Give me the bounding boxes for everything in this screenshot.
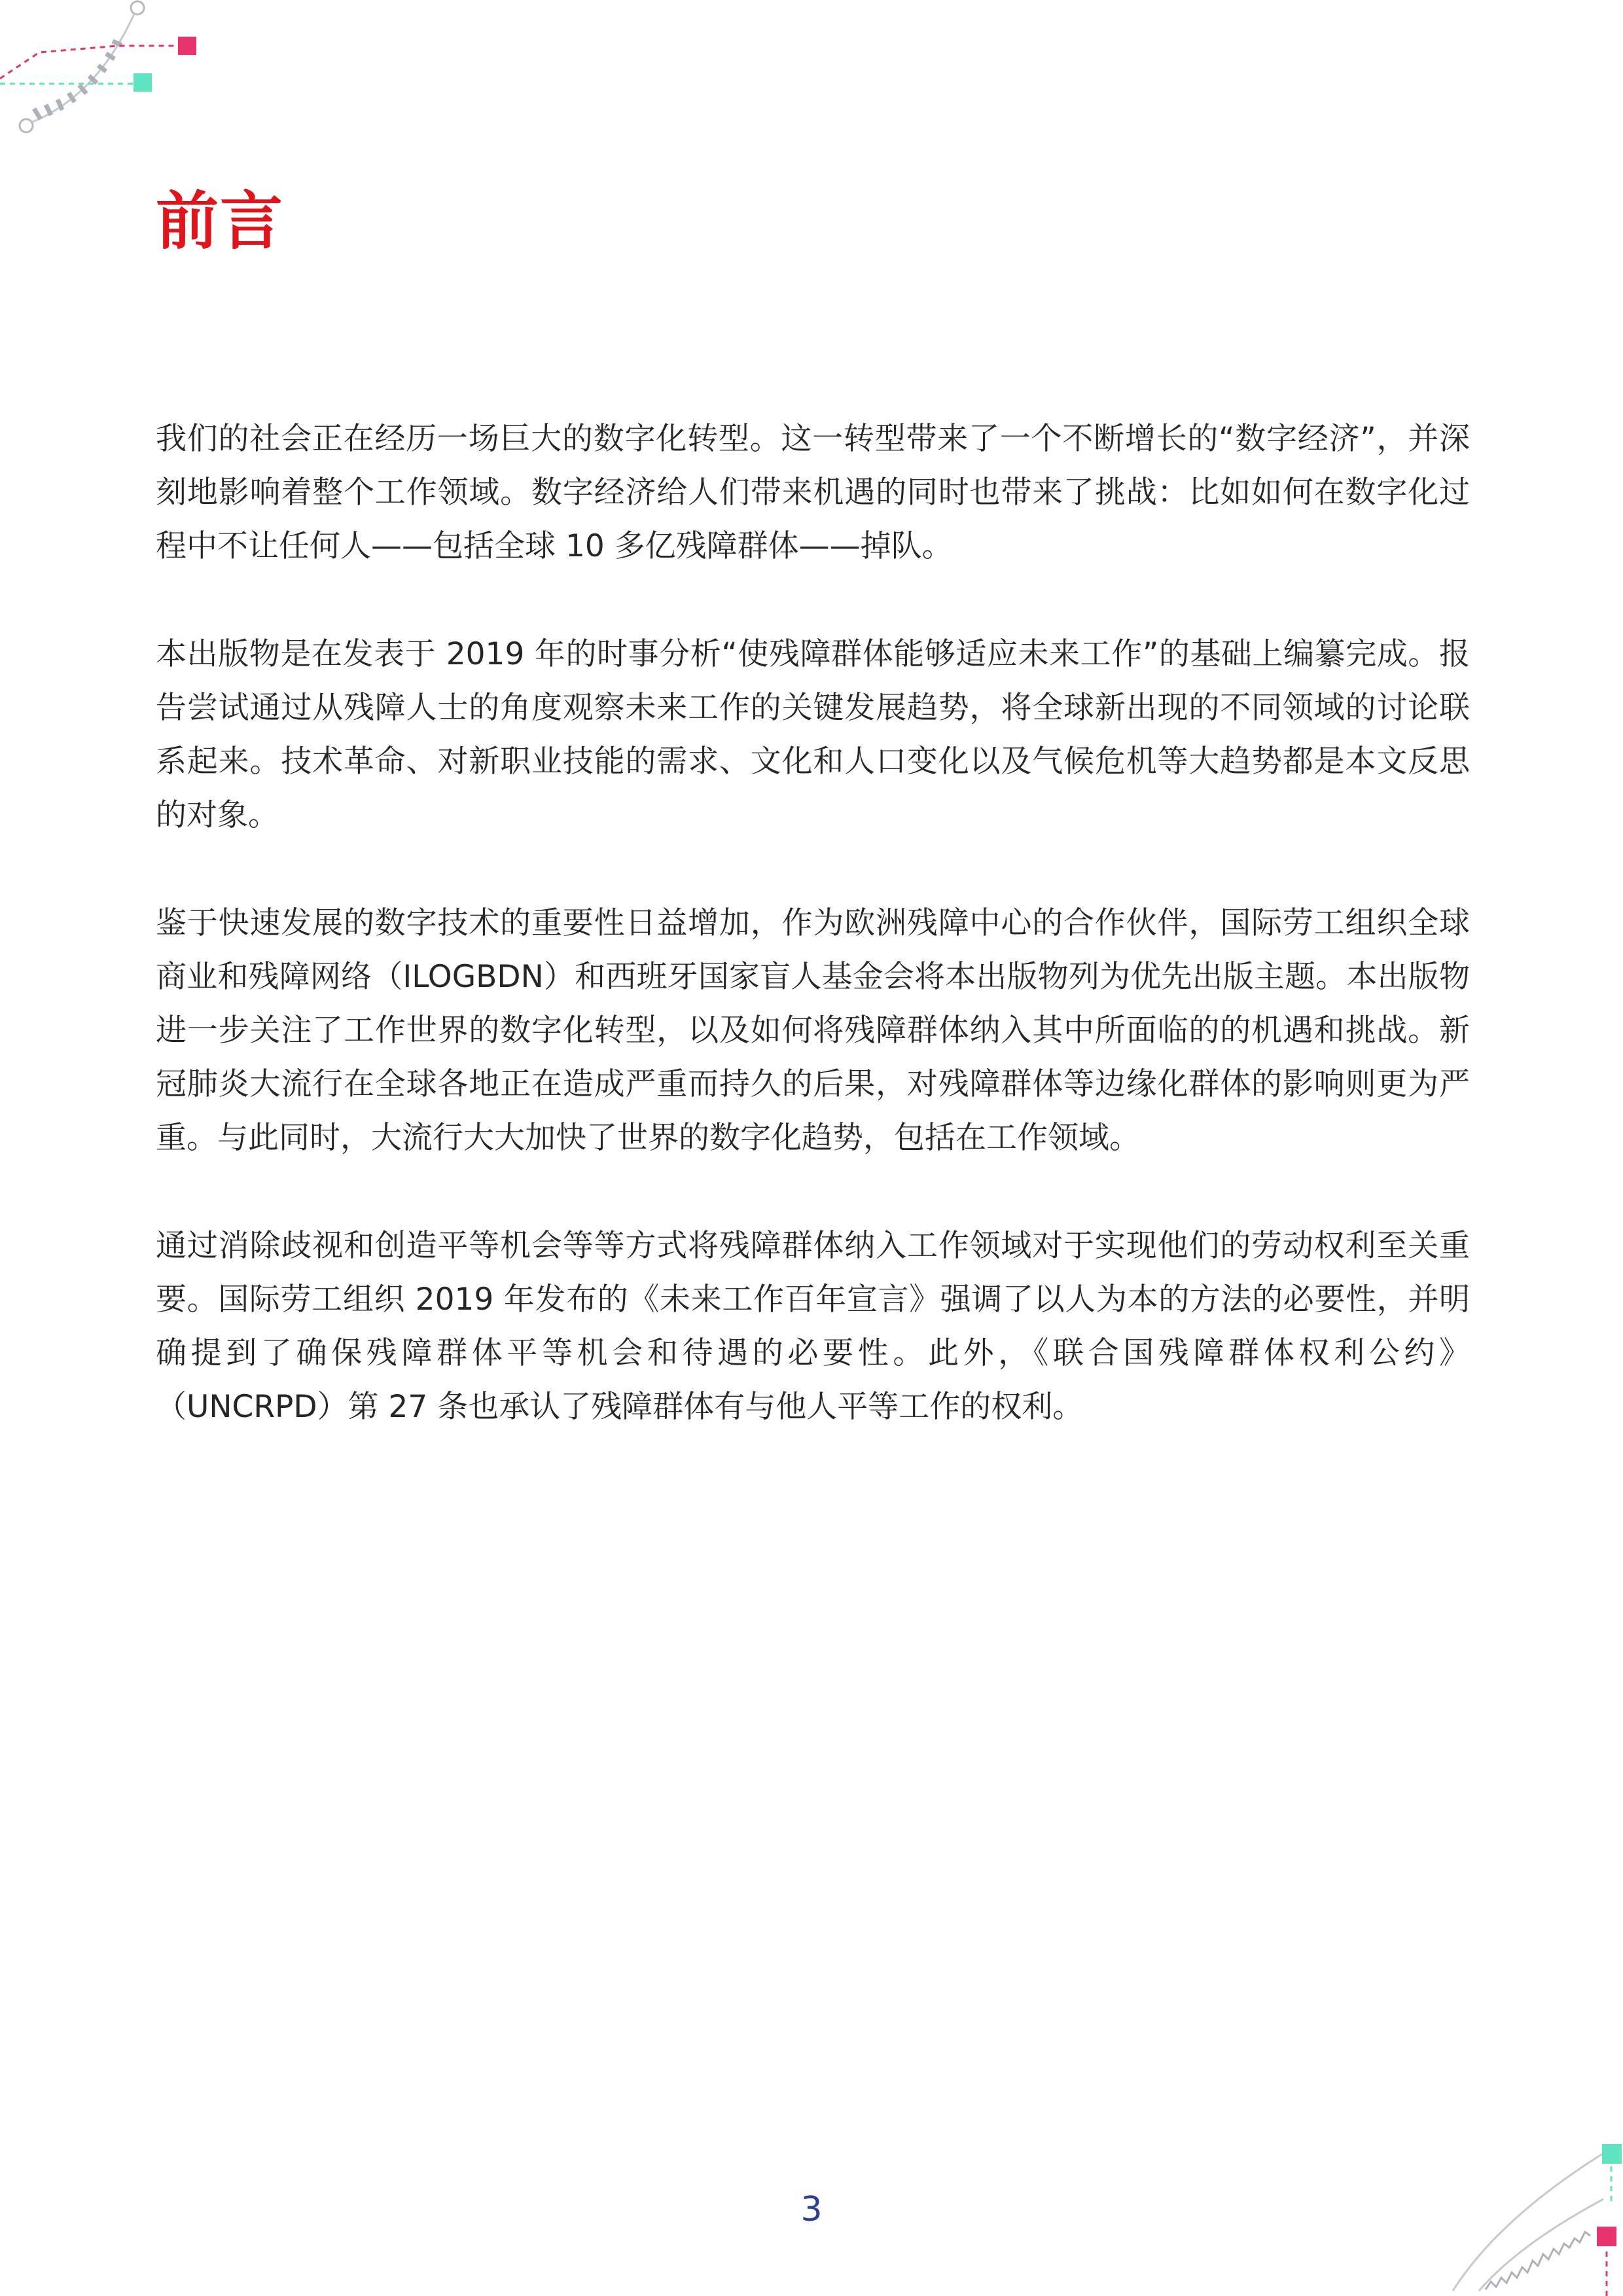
top-left-decoration-icon [0,0,209,144]
paragraph-4: 通过消除歧视和创造平等机会等等方式将残障群体纳入工作领域对于实现他们的劳动权利至关重要。国际劳工组织 2019 年发布的《未来工作百年宣言》强调了以人为本的方法的必要性，并明确提到了确保残障群体平等机会和待遇的必要性。此外，《联合国残障群体权利公约》（UNCRPD）第 27 条也承认了残障群体有与他人平等工作的权利。 [156,1228,1470,1425]
page-title: 前言 [156,185,284,258]
body-text [156,412,1470,1488]
paragraph-3: 鉴于快速发展的数字技术的重要性日益增加，作为欧洲残障中心的合作伙伴，国际劳工组织全球商业和残障网络（ILOGBDN）和西班牙国家盲人基金会将本出版物列为优先出版主题。本出版物进一步关注了工作世界的数字化转型，以及如何将残障群体纳入其中所面临的的机遇和挑战。新冠肺炎大流行在全球各地正在造成严重而持久的后果，对残障群体等边缘化群体的影响则更为严重。与此同时，大流行大大加快了世界的数字化趋势，包括在工作领域。 [156,905,1470,1156]
paragraph-1: 我们的社会正在经历一场巨大的数字化转型。这一转型带来了一个不断增长的“数字经济”，并深刻地影响着整个工作领域。数字经济给人们带来机遇的同时也带来了挑战：比如如何在数字化过程中不让任何人——包括全球 10 多亿残障群体——掉队。 [156,421,1470,564]
bottom-right-decoration-icon [1440,2121,1623,2296]
paragraph-2: 本出版物是在发表于 2019 年的时事分析“使残障群体能够适应未来工作”的基础上编纂完成。报告尝试通过从残障人士的角度观察未来工作的关键发展趋势，将全球新出现的不同领域的讨论联系起来。技术革命、对新职业技能的需求、文化和人口变化以及气候危机等大趋势都是本文反思的对象。 [156,636,1470,833]
page-number: 3 [800,2190,823,2229]
